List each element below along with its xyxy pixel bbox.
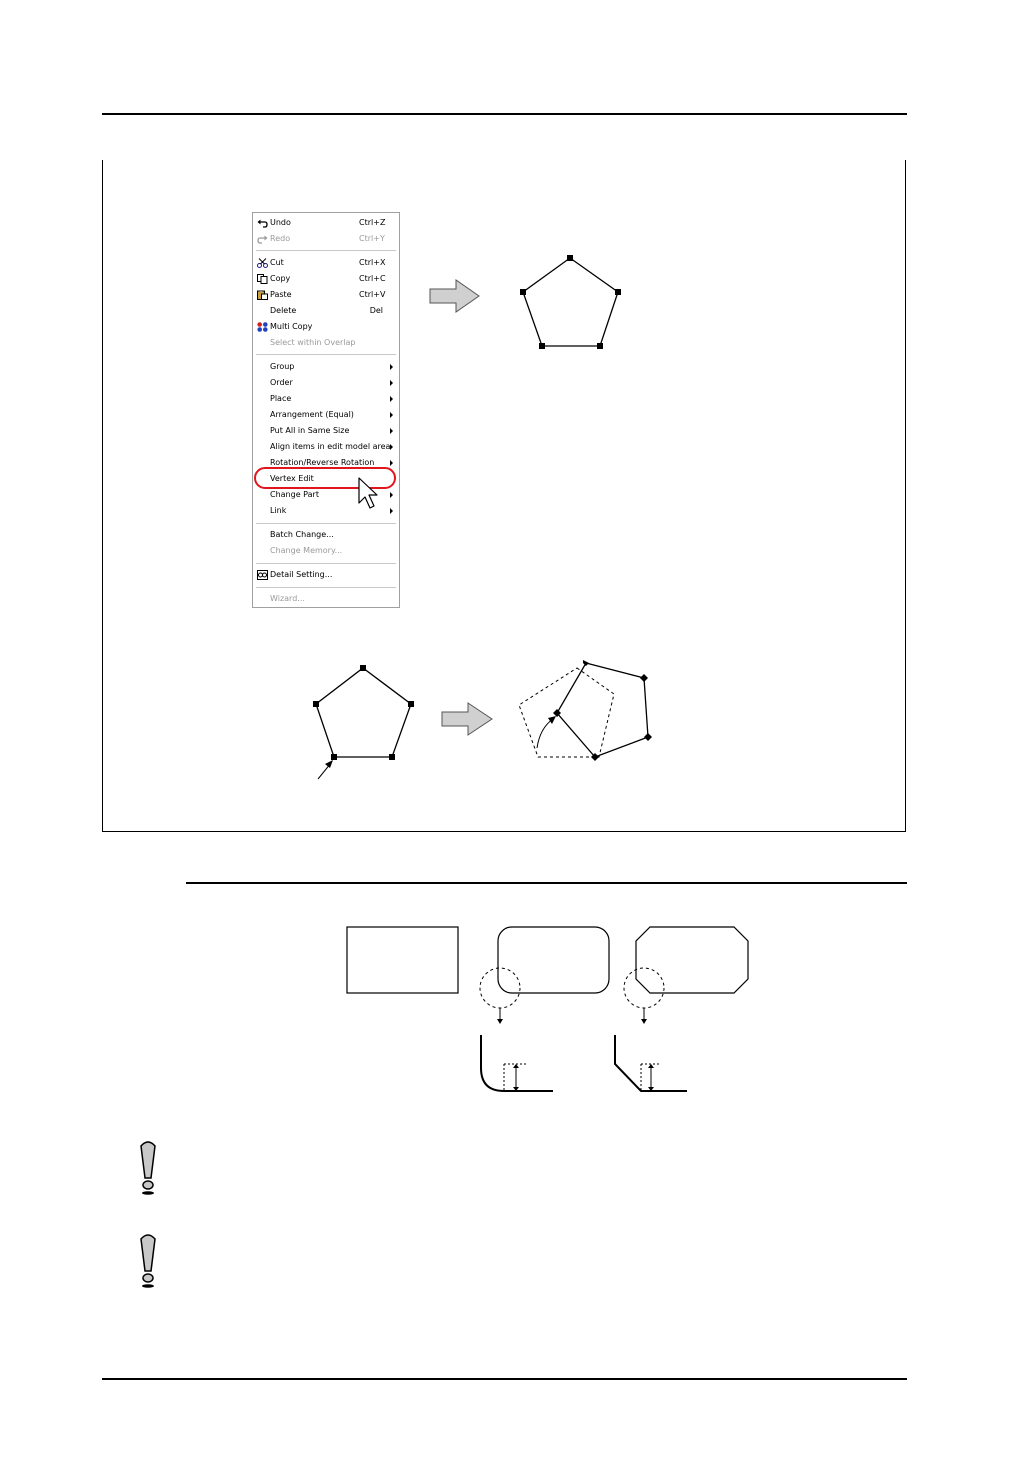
transition-arrow [442, 703, 492, 735]
menu-item-label: Vertex Edit [270, 474, 314, 483]
rectangle-chamfered-corners [615, 927, 748, 1091]
menu-item-label: Link [270, 506, 287, 515]
menu-item-shortcut: Ctrl+X [359, 258, 386, 267]
menu-item-label: Align items in edit model area [270, 442, 391, 451]
menu-item-label: Delete [270, 306, 297, 315]
menu-item-label: Place [270, 394, 292, 403]
menu-item-shortcut: Ctrl+C [359, 274, 386, 283]
menu-item-label: Select within Overlap [270, 338, 356, 347]
menu-item-shortcut: Del [369, 306, 383, 315]
menu-item-label: Put All in Same Size [270, 426, 350, 435]
menu-item-label: Rotation/Reverse Rotation [270, 458, 375, 467]
transition-arrow [430, 280, 479, 312]
menu-item-label: Group [270, 362, 295, 371]
menu-item-shortcut: Ctrl+V [359, 290, 386, 299]
pentagon-selected [520, 255, 621, 349]
menu-item-label: Cut [270, 258, 284, 267]
caution-icon [141, 1235, 155, 1288]
menu-item-shortcut: Ctrl+Y [359, 234, 385, 243]
menu-item-label: Paste [270, 290, 292, 299]
cursor-arrow-icon [359, 478, 377, 508]
menu-item-label: Redo [270, 234, 291, 243]
menu-item-label: Order [270, 378, 293, 387]
menu-item-label: Wizard... [270, 594, 305, 603]
pentagon-after-edit [519, 660, 652, 761]
menu-item-label: Batch Change... [270, 530, 334, 539]
pentagon-before-edit [313, 665, 414, 779]
menu-item-label: Detail Setting... [270, 570, 333, 579]
caution-icon [141, 1142, 155, 1195]
menu-item-label: Multi Copy [270, 322, 313, 331]
rectangle-square-corners [347, 927, 458, 993]
menu-item-label: Change Memory... [270, 546, 343, 555]
menu-item-label: Arrangement (Equal) [270, 410, 354, 419]
menu-item-label: Undo [270, 218, 291, 227]
menu-item-label: Copy [270, 274, 291, 283]
menu-item-shortcut: Ctrl+Z [359, 218, 386, 227]
rectangle-rounded-corners [480, 927, 609, 1091]
menu-item-label: Change Part [270, 490, 319, 499]
